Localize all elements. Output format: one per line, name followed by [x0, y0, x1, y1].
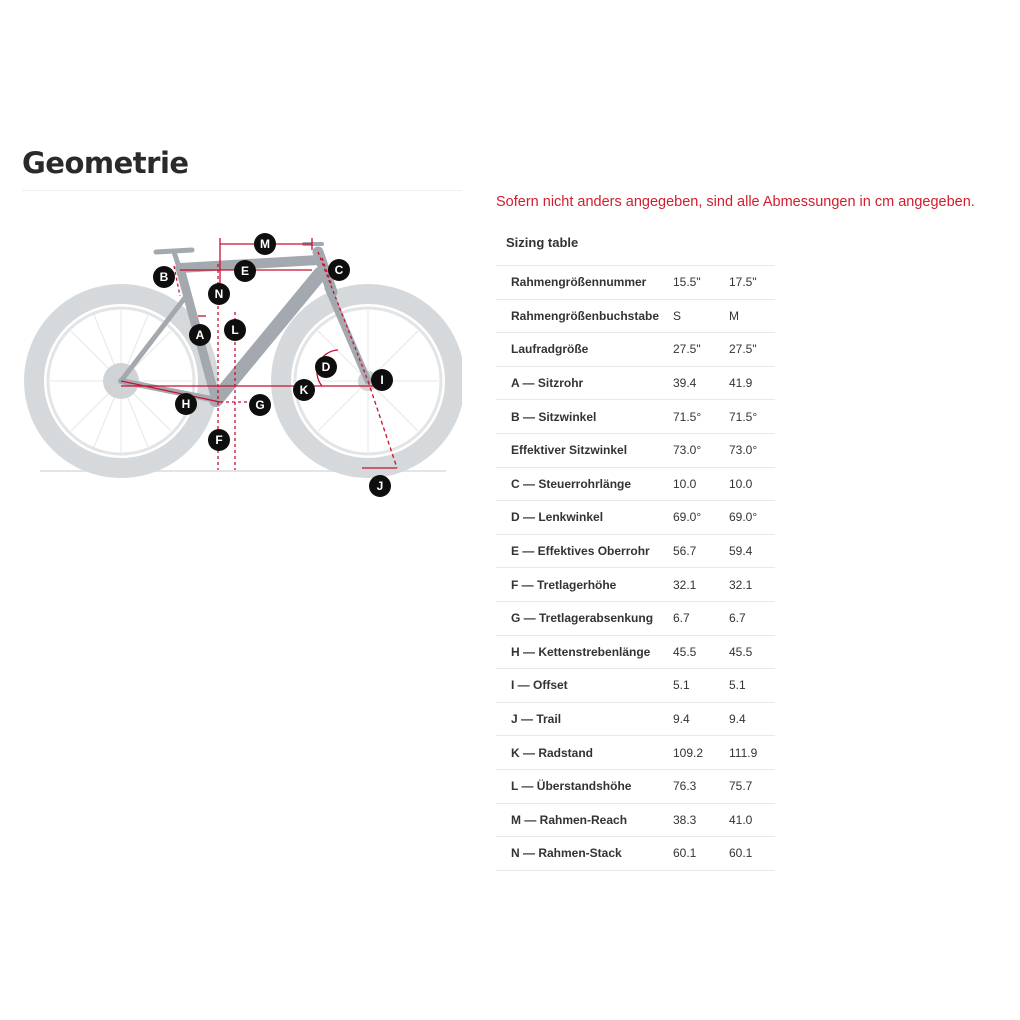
marker-f	[208, 429, 230, 451]
marker-j	[369, 475, 391, 497]
marker-l	[224, 319, 246, 341]
row-value-size-2: 9.4	[729, 712, 746, 727]
row-value-size-2: 75.7	[729, 779, 753, 794]
row-value-size-1: 9.4	[673, 712, 690, 727]
marker-b-label: B	[159, 270, 169, 284]
row-value-size-2: 73.0°	[729, 443, 758, 458]
table-row	[496, 669, 775, 703]
marker-g	[249, 394, 271, 416]
marker-a-label: A	[195, 328, 205, 342]
table-row	[496, 837, 775, 871]
table-row	[496, 803, 775, 837]
sizing-table	[496, 265, 775, 871]
table-row	[496, 534, 775, 568]
table-row	[496, 366, 775, 400]
marker-k-label: K	[299, 383, 309, 397]
table-row	[496, 333, 775, 367]
row-value-size-1: 76.3	[673, 779, 697, 794]
title-divider	[22, 190, 462, 191]
row-value-size-1: 45.5	[673, 644, 697, 659]
row-label: I — Offset	[511, 678, 568, 693]
row-value-size-1: 60.1	[673, 846, 697, 861]
units-note: Sofern nicht anders angegeben, sind alle Abmessungen in cm angegeben.	[496, 194, 975, 210]
table-row	[496, 467, 775, 501]
row-value-size-2: 10.0	[729, 476, 753, 491]
row-label: H — Kettenstrebenlänge	[511, 644, 651, 659]
row-label: K — Radstand	[511, 745, 594, 760]
table-row	[496, 702, 775, 736]
table-row	[496, 568, 775, 602]
row-label: A — Sitzrohr	[511, 376, 584, 391]
row-value-size-1: 73.0°	[673, 443, 702, 458]
marker-b	[153, 266, 175, 288]
row-value-size-2: 59.4	[729, 544, 753, 559]
row-value-size-2: 27.5"	[729, 342, 757, 357]
row-value-size-1: 38.3	[673, 812, 697, 827]
row-label: Laufradgröße	[511, 342, 589, 357]
row-value-size-2: 6.7	[729, 611, 746, 626]
row-label: L — Überstandshöhe	[511, 779, 632, 794]
marker-m-label: M	[260, 237, 270, 251]
table-row	[496, 769, 775, 803]
row-value-size-1: 27.5"	[673, 342, 701, 357]
row-value-size-2: 111.9	[729, 745, 758, 760]
marker-c	[328, 259, 350, 281]
row-value-size-2: 60.1	[729, 846, 753, 861]
marker-a	[189, 324, 211, 346]
row-label: M — Rahmen-Reach	[511, 812, 628, 827]
row-label: J — Trail	[511, 712, 562, 727]
bike-geometry-diagram	[22, 200, 462, 500]
row-label: C — Steuerrohrlänge	[511, 476, 632, 491]
row-value-size-2: 71.5°	[729, 409, 758, 424]
row-value-size-2: 17.5"	[729, 275, 757, 290]
marker-e	[234, 260, 256, 282]
marker-d-label: D	[321, 360, 331, 374]
row-value-size-1: 39.4	[673, 376, 697, 391]
row-label: Rahmengrößennummer	[511, 275, 647, 290]
marker-c-label: C	[334, 263, 344, 277]
marker-l-label: L	[231, 323, 239, 337]
row-value-size-1: 6.7	[673, 611, 690, 626]
marker-i	[371, 369, 393, 391]
table-row	[496, 501, 775, 535]
row-value-size-1: S	[673, 308, 682, 323]
table-row	[496, 601, 775, 635]
marker-g-label: G	[255, 398, 265, 412]
row-label: F — Tretlagerhöhe	[511, 577, 617, 592]
marker-n-label: N	[214, 287, 224, 301]
marker-h-label: H	[181, 397, 191, 411]
row-value-size-2: 5.1	[729, 678, 746, 693]
row-value-size-1: 56.7	[673, 544, 697, 559]
row-label: Effektiver Sitzwinkel	[511, 443, 628, 458]
table-row	[496, 299, 775, 333]
row-value-size-2: 69.0°	[729, 510, 758, 525]
row-label: E — Effektives Oberrohr	[511, 544, 650, 559]
marker-n	[208, 283, 230, 305]
row-value-size-2: 32.1	[729, 577, 753, 592]
row-label: B — Sitzwinkel	[511, 409, 597, 424]
row-value-size-2: 45.5	[729, 644, 753, 659]
marker-f-label: F	[215, 433, 223, 447]
marker-m	[254, 233, 276, 255]
row-label: G — Tretlagerabsenkung	[511, 611, 654, 626]
row-value-size-1: 5.1	[673, 678, 690, 693]
row-label: N — Rahmen-Stack	[511, 846, 622, 861]
table-row	[496, 736, 775, 770]
row-value-size-1: 109.2	[673, 745, 704, 760]
row-value-size-1: 10.0	[673, 476, 697, 491]
row-value-size-1: 69.0°	[673, 510, 702, 525]
row-label: Rahmengrößenbuchstabe	[511, 308, 660, 323]
row-value-size-1: 15.5"	[673, 275, 701, 290]
marker-e-label: E	[240, 264, 250, 278]
table-row	[496, 433, 775, 467]
marker-i-label: I	[380, 373, 384, 387]
table-caption: Sizing table	[506, 235, 579, 250]
marker-k	[293, 379, 315, 401]
row-value-size-2: 41.0	[729, 812, 753, 827]
row-value-size-1: 32.1	[673, 577, 697, 592]
marker-h	[175, 393, 197, 415]
table-row	[496, 400, 775, 434]
page-title: Geometrie	[22, 146, 189, 180]
row-label: D — Lenkwinkel	[511, 510, 604, 525]
row-value-size-1: 71.5°	[673, 409, 702, 424]
table-row	[496, 635, 775, 669]
row-value-size-2: 41.9	[729, 376, 753, 391]
marker-j-label: J	[376, 479, 384, 493]
row-value-size-2: M	[729, 308, 739, 323]
marker-d	[315, 356, 337, 378]
table-row	[496, 266, 775, 300]
